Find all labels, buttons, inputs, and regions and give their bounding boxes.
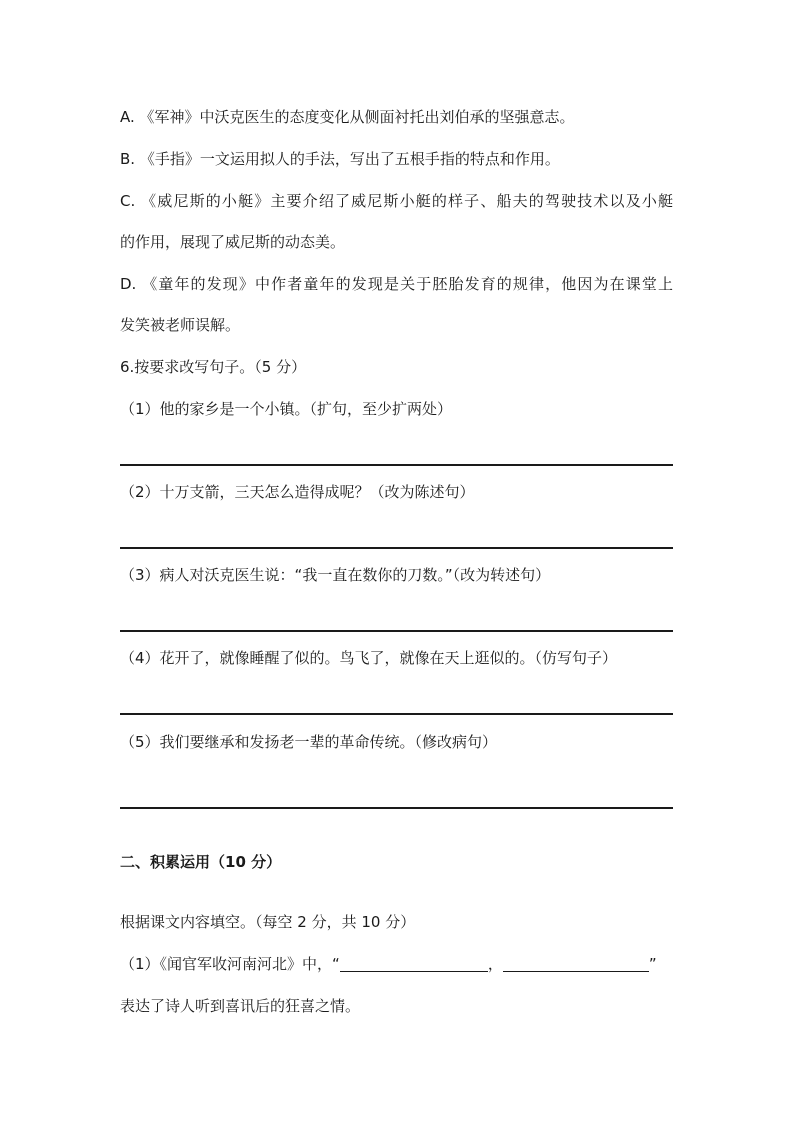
answer-line-1[interactable]: [120, 464, 673, 466]
option-c-line1: C. 《威尼斯的小艇》主要介绍了威尼斯小艇的样子、船夫的驾驶技术以及小艇: [120, 192, 673, 210]
option-b: B. 《手指》一文运用拟人的手法，写出了五根手指的特点和作用。: [120, 150, 560, 168]
question6-title: 6.按要求改写句子。（5 分）: [120, 358, 307, 376]
answer-line-5[interactable]: [120, 807, 673, 809]
option-d-line1: D. 《童年的发现》中作者童年的发现是关于胚胎发育的规律，他因为在课堂上: [120, 275, 673, 293]
option-c-line2: 的作用，展现了威尼斯的动态美。: [120, 233, 346, 251]
option-a: A. 《军神》中沃克医生的态度变化从侧面衬托出刘伯承的坚强意志。: [120, 108, 575, 126]
question6-item-5: （5）我们要继承和发扬老一辈的革命传统。（修改病句）: [120, 733, 498, 751]
fill-question-1-suffix: ”: [648, 955, 657, 973]
fill-question-1-separator: ，: [487, 955, 503, 973]
question6-item-2: （2）十万支箭，三天怎么造得成呢？（改为陈述句）: [120, 483, 475, 501]
question6-item-4: （4）花开了，就像睡醒了似的。鸟飞了，就像在天上逛似的。（仿写句子）: [120, 649, 618, 667]
fill-question-1-line2: 表达了诗人听到喜讯后的狂喜之情。: [120, 997, 361, 1015]
option-d-line2: 发笑被老师误解。: [120, 316, 241, 334]
section2-heading: 二、积累运用（10 分）: [120, 853, 282, 871]
question6-item-1: （1）他的家乡是一个小镇。（扩句，至少扩两处）: [120, 400, 453, 418]
fill-question-1-prefix: （1）《闻官军收河南河北》中，“: [120, 955, 340, 973]
section2-instruction: 根据课文内容填空。（每空 2 分，共 10 分）: [120, 913, 416, 931]
answer-line-2[interactable]: [120, 547, 673, 549]
fill-question-1: [120, 953, 657, 975]
fill-blank-2[interactable]: [503, 955, 649, 972]
fill-blank-1[interactable]: [340, 955, 488, 972]
question6-item-3: （3）病人对沃克医生说：“我一直在数你的刀数。”（改为转述句）: [120, 566, 551, 584]
answer-line-4[interactable]: [120, 713, 673, 715]
answer-line-3[interactable]: [120, 630, 673, 632]
